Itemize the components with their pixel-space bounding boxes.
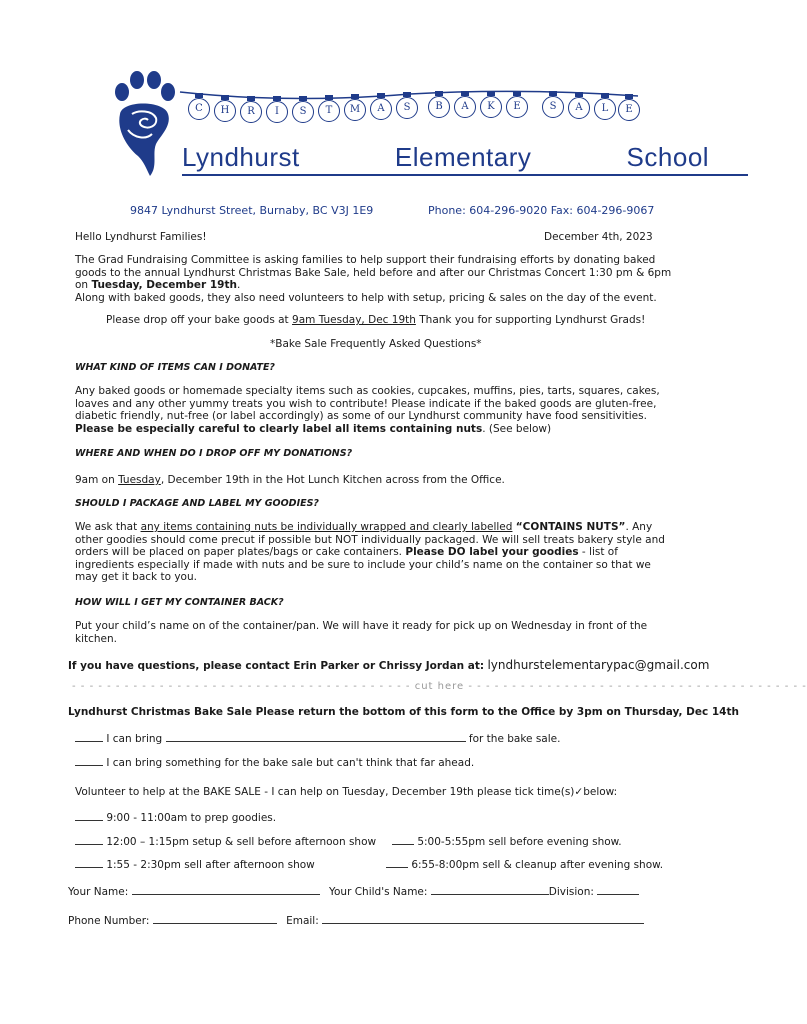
bring-checkbox-line[interactable] [75, 731, 103, 742]
contact-line: If you have questions, please contact Erin Parker or Chrissy Jordan at: lyndhurstelementarypac@gmail.com [68, 658, 710, 672]
banner-bulb: E [618, 99, 640, 121]
faq-question-3: SHOULD I PACKAGE AND LABEL MY GOODIES? [75, 498, 319, 509]
header-rule [182, 174, 748, 176]
faq-title: *Bake Sale Frequently Asked Questions* [270, 338, 482, 350]
dropoff-line: Please drop off your bake goods at 9am Tuesday, Dec 19th Thank you for supporting Lyndhurst Grads! [106, 314, 646, 326]
banner-bulb: T [318, 100, 340, 122]
form-title: Lyndhurst Christmas Bake Sale Please return the bottom of this form to the Office by 3pm on Thursday, Dec 14th [68, 706, 739, 718]
banner-bulb: R [240, 101, 262, 123]
slot-3: 5:00-5:55pm sell before evening show. [392, 834, 622, 849]
slot-1: 9:00 - 11:00am to prep goodies. [75, 810, 276, 825]
banner-bulb: A [454, 96, 476, 118]
volunteer-intro: Volunteer to help at the BAKE SALE - I can help on Tuesday, December 19th please tick time(s)✓below: [75, 786, 618, 798]
bring-line: I can bring for the bake sale. [75, 731, 560, 746]
faq-question-1: WHAT KIND OF ITEMS CAN I DONATE? [75, 362, 275, 373]
slot-5-tick-line[interactable] [386, 857, 408, 868]
faq-answer-2: 9am on Tuesday, December 19th in the Hot Lunch Kitchen across from the Office. [75, 474, 505, 486]
banner-bulb: S [292, 101, 314, 123]
faq-answer-4: Put your child’s name on of the container/pan. We will have it ready for pick up on Wednesday in front of the kitchen. [75, 620, 648, 645]
cut-here-divider: - - - - - - - - - - - - - - - - - - - - - - - - - - - - - - - - - - - - - - - cut here - - - - - - - - - - - - - - - - - - - - - - - - - - - - - - - - - - - - - - - [72, 681, 807, 692]
intro-text: The Grad Fundraising Committee is asking families to help support their fundraising efforts by donating baked goods to the annual Lyndhurst Christmas Bake Sale, held before and after our Christmas Concert 1:30 pm & 6pm on [75, 254, 672, 291]
slot-4-tick-line[interactable] [75, 857, 103, 868]
slot-4: 1:55 - 2:30pm sell after afternoon show [75, 857, 315, 872]
faq-answer-1: Any baked goods or homemade specialty items such as cookies, cupcakes, muffins, pies, tarts, squares, cakes, loaves and any other yummy treats you wish to contribute! Please indicate if the baked goods are gluten-free, diabetic friendly, nut-free (or label accordingly) as some of our Lyndhurst community have food sensitivities. Please be especially careful to clearly label all items containing nuts. (See below) [75, 385, 660, 435]
child-name-field[interactable] [431, 884, 549, 895]
faq-question-2: WHERE AND WHEN DO I DROP OFF MY DONATIONS? [75, 448, 353, 459]
intro-paragraph: The Grad Fundraising Committee is asking families to help support their fundraising efforts by donating baked goods to the annual Lyndhurst Christmas Bake Sale, held before and after our Christmas Concert 1:30 pm & 6pm on Tuesday, December 19th. Along with baked goods, they also need volunteers to help with setup, pricing & sales on the day of the event. [75, 254, 672, 304]
slot-1-tick-line[interactable] [75, 810, 103, 821]
faq-answer-3: We ask that any items containing nuts be individually wrapped and clearly labelled “CONTAINS NUTS”. Any other goodies should come precut if possible but NOT individually packaged. We will sell treats bakery style and orders will be placed on paper plates/bags or cake containers. Please DO label your goodies - list of ingredients especially if made with nuts and be sure to include your child’s name on the container so that we may get it back to you. [75, 521, 665, 583]
bring-something-line: I can bring something for the bake sale but can't think that far ahead. [75, 755, 474, 770]
banner-bulb: K [480, 96, 502, 118]
banner-bulb: C [188, 98, 210, 120]
faq-question-4: HOW WILL I GET MY CONTAINER BACK? [75, 597, 284, 608]
banner-bulb: E [506, 96, 528, 118]
slot-2: 12:00 – 1:15pm setup & sell before afternoon show [75, 834, 376, 849]
school-paw-logo [108, 70, 178, 178]
division-field[interactable] [597, 884, 639, 895]
your-name-field[interactable] [132, 884, 320, 895]
school-address: 9847 Lyndhurst Street, Burnaby, BC V3J 1E9 [130, 204, 374, 217]
bring-item-field[interactable] [166, 731, 466, 742]
email-field[interactable] [322, 913, 644, 924]
banner-bulb: A [370, 98, 392, 120]
letter-date: December 4th, 2023 [544, 231, 653, 243]
banner-bulb: L [594, 98, 616, 120]
bring-something-checkbox-line[interactable] [75, 755, 103, 766]
contact-email[interactable]: lyndhurstelementarypac@gmail.com [487, 658, 710, 672]
school-name: Lyndhurst Elementary School [182, 142, 710, 172]
greeting: Hello Lyndhurst Families! [75, 231, 207, 243]
intro-date: Tuesday, December 19th [91, 279, 237, 291]
dropoff-time: 9am Tuesday, Dec 19th [292, 314, 416, 326]
contact-row: Phone Number: Email: [68, 913, 644, 928]
banner-bulb: S [396, 97, 418, 119]
slot-3-tick-line[interactable] [392, 834, 414, 845]
school-phone: Phone: 604-296-9020 Fax: 604-296-9067 [428, 204, 655, 217]
banner-bulb: A [568, 97, 590, 119]
name-row: Your Name: Your Child's Name: Division: [68, 884, 639, 899]
slot-2-tick-line[interactable] [75, 834, 103, 845]
slot-5: 6:55-8:00pm sell & cleanup after evening show. [386, 857, 663, 872]
banner-bulb: S [542, 96, 564, 118]
banner-bulb: M [344, 99, 366, 121]
banner-bulb: I [266, 101, 288, 123]
banner-bulb: H [214, 100, 236, 122]
banner-bulb: B [428, 96, 450, 118]
phone-number-field[interactable] [153, 913, 277, 924]
volunteer-text: Along with baked goods, they also need volunteers to help with setup, pricing & sales on the day of the event. [75, 291, 657, 304]
